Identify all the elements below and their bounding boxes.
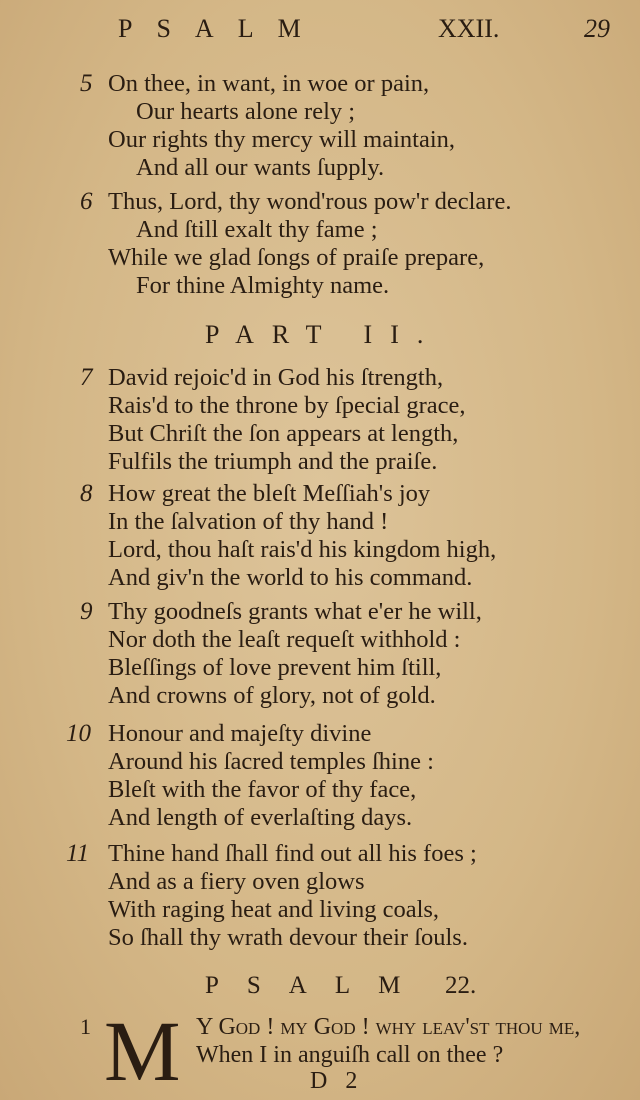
verse-line: When I in anguiſh call on thee ?: [196, 1042, 504, 1068]
verse-number: 7: [80, 364, 93, 391]
psalm-heading: [205, 972, 477, 1000]
verse-number: 6: [80, 188, 93, 215]
verse-line: Nor doth the leaſt requeſt withhold :: [108, 626, 461, 653]
verse-line: Bleſſings of love prevent him ſtill,: [108, 654, 442, 681]
psalm-heading-title: PSALM: [205, 972, 429, 999]
running-title: PSALM: [118, 14, 325, 43]
verse-number: 9: [80, 598, 93, 625]
verse-line: Fulfils the triumph and the praiſe.: [108, 448, 438, 475]
part-heading: PART II.: [205, 320, 442, 349]
verse-line: And as a fiery oven glows: [108, 868, 365, 895]
psalm-number: XXII.: [438, 14, 500, 43]
verse-line: Thy goodneſs grants what e'er he will,: [108, 598, 482, 625]
verse-line: And crowns of glory, not of gold.: [108, 682, 436, 709]
signature-mark: D 2: [310, 1068, 364, 1094]
verse-number: 1: [80, 1014, 91, 1039]
verse-line: In the ſalvation of thy hand !: [108, 508, 389, 535]
psalm-heading-number: 22.: [445, 972, 477, 999]
verse-line: And ſtill exalt thy fame ;: [136, 216, 378, 243]
verse-line: Thine hand ſhall find out all his foes ;: [108, 840, 477, 867]
verse-number: 10: [66, 720, 91, 747]
verse-line: Around his ſacred temples ſhine :: [108, 748, 434, 775]
verse-line: David rejoic'd in God his ſtrength,: [108, 364, 444, 391]
verse-number: 5: [80, 70, 93, 97]
verse-line: Rais'd to the throne by ſpecial grace,: [108, 392, 466, 419]
verse-number: 11: [66, 840, 90, 867]
drop-cap: M: [104, 1003, 181, 1099]
verse-line: So ſhall thy wrath devour their ſouls.: [108, 924, 468, 951]
verse-line: Thus, Lord, thy wond'rous pow'r declare.: [108, 188, 512, 215]
verse-line: But Chriſt the ſon appears at length,: [108, 420, 459, 447]
verse-line: And giv'n the world to his command.: [108, 564, 473, 591]
verse-line: Y God ! my God ! why leav'ſt thou me,: [196, 1014, 581, 1040]
verse-line: On thee, in want, in woe or pain,: [108, 70, 430, 97]
verse-line: And all our wants ſupply.: [136, 154, 385, 181]
verse-line: Bleſt with the favor of thy face,: [108, 776, 417, 803]
running-header: [118, 14, 618, 48]
verse-line: Honour and majeſty divine: [108, 720, 372, 747]
verse-line: And length of everlaſting days.: [108, 804, 413, 831]
verse-line: Our hearts alone rely ;: [136, 98, 356, 125]
verse-line: While we glad ſongs of praiſe prepare,: [108, 244, 485, 271]
verse-line: With raging heat and living coals,: [108, 896, 440, 923]
verse-line: Lord, thou haſt rais'd his kingdom high,: [108, 536, 497, 563]
verse-line: Our rights thy mercy will maintain,: [108, 126, 456, 153]
page-number: 29: [584, 14, 610, 43]
verse-number: 8: [80, 480, 93, 507]
verse-line: How great the bleſt Meſſiah's joy: [108, 480, 431, 507]
verse-line: For thine Almighty name.: [136, 272, 390, 299]
